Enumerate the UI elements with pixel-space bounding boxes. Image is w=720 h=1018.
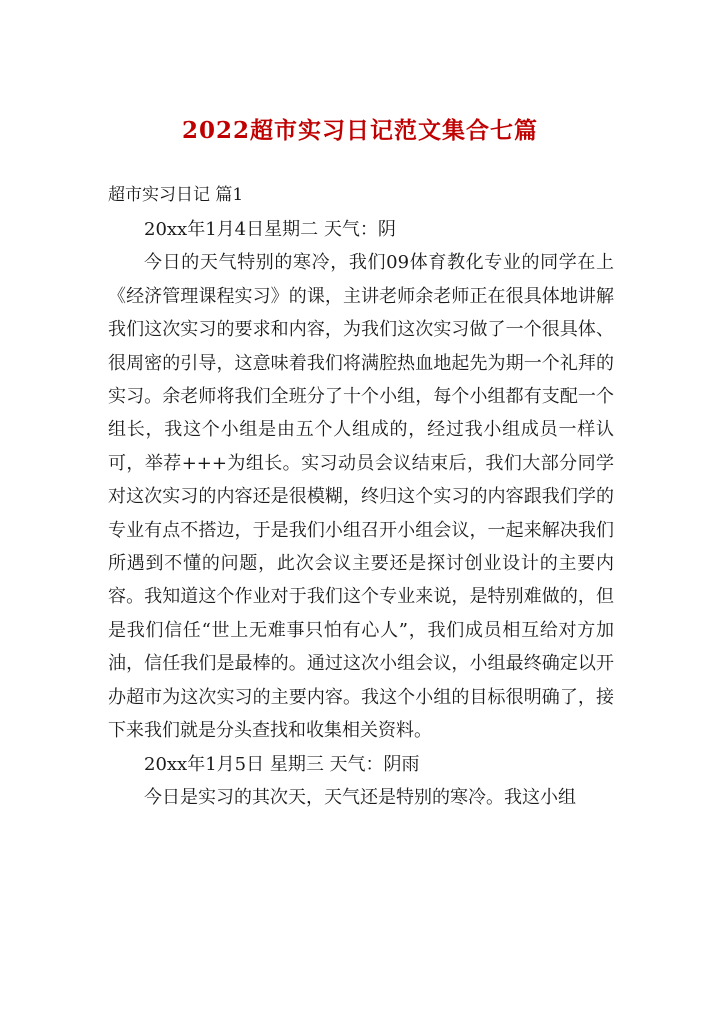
diary-date-line: 20xx年1月5日 星期三 天气：阴雨 [144,753,420,775]
diary-paragraph: 今日的天气特别的寒冷，我们09体育教化专业的同学在上《经济管理课程实习》的课，主讲老师余老师正在很具体地讲解我们这次实习的要求和内容，为我们这次实习做了一个很具体、很周密的引导，这意味着我们将满腔热血地起先为期一个礼拜的实习。余老师将我们全班分了十个小组，每个小组都有支配一个组长，我这个小组是由五个人组成的，经过我小组成员一样认可，举荐+++为组长。实习动员会议结束后，我们大部分同学对这次实习的内容还是很模糊，终归这个实习的内容跟我们学的专业有点不搭边，于是我们小组召开小组会议，一起来解决我们所遇到不懂的问题，此次会议主要还是探讨创业设计的主要内容。我知道这个作业对于我们这个专业来说，是特别难做的，但是我们信任“世上无难事只怕有心人”，我们成员相互给对方加油，信任我们是最棒的。通过这次小组会议，小组最终确定以开办超市为这次实习的主要内容。我这个小组的目标很明确了，接下来我们就是分头查找和收集相关资料。 [108,252,614,742]
document-body [108,213,614,814]
diary-date-line: 20xx年1月4日星期二 天气：阴 [144,219,396,240]
document-title: 2022超市实习日记范文集合七篇 [181,117,538,144]
diary-paragraph: 今日是实习的其次天，天气还是特别的寒冷。我这小组 [144,786,576,808]
section-heading: 超市实习日记 篇1 [108,185,244,205]
